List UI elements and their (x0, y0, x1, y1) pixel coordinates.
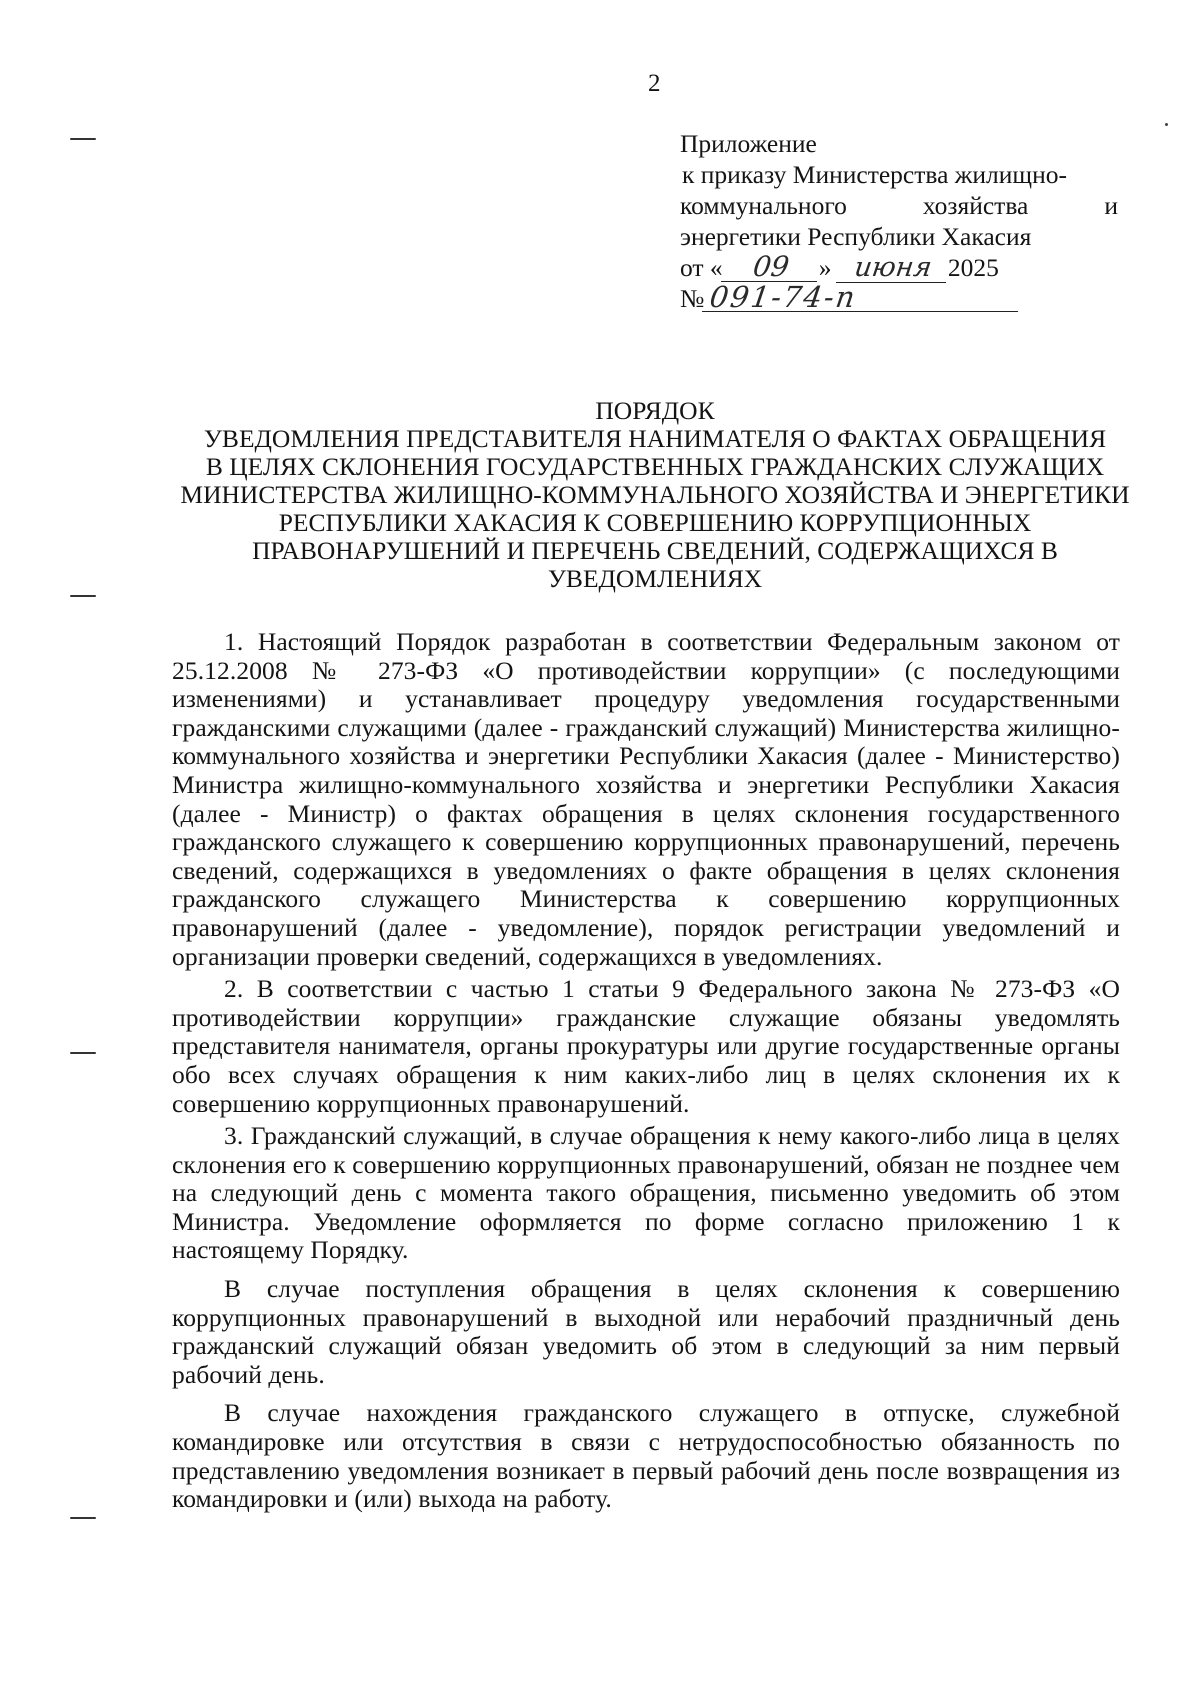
date-year: 2025 (947, 253, 999, 282)
title-line: УВЕДОМЛЕНИЯ ПРЕДСТАВИТЕЛЯ НАНИМАТЕЛЯ О ФАКТАХ ОБРАЩЕНИЯ (203, 424, 1107, 453)
paragraph-2: 2. В соответствии с частью 1 статьи 9 Федерального закона № 273-ФЗ «О противодействии коррупции» гражданские служащие обязаны уведомлять представителя нанимателя, органы прокуратуры или другие государственные органы обо всех случаях обращения к ним каких-либо лиц в целях склонения их к совершению коррупционных правонарушений. (172, 974, 1120, 1118)
title-line: ПРАВОНАРУШЕНИЙ И ПЕРЕЧЕНЬ СВЕДЕНИЙ, СОДЕРЖАЩИХСЯ В (252, 536, 1058, 565)
appendix-order-line: к приказу Министерства жилищно- (682, 160, 1067, 189)
number-prefix: № (680, 284, 705, 313)
scan-dot (1165, 123, 1168, 126)
title-line: ПОРЯДОК (595, 396, 715, 425)
appendix-republic-line: энергетики Республики Хакасия (680, 222, 1032, 251)
appendix-heading: Приложение (680, 129, 817, 158)
handwritten-order-number: 091-74-п (702, 283, 1022, 312)
appendix-ministry-line (680, 190, 1118, 221)
handwritten-day: 09 (721, 253, 821, 282)
paragraph-absence-case: В случае нахождения гражданского служащего в отпуске, служебной командировке или отсутствия в связи с нетрудоспособностью обязанность по представлению уведомления возникает в первый рабочий день после возвращения из командировки и (или) выхода на работу. (172, 1398, 1120, 1514)
date-mid: » (818, 253, 832, 282)
appendix-word: коммунального (680, 191, 847, 220)
title-line: РЕСПУБЛИКИ ХАКАСИЯ К СОВЕРШЕНИЮ КОРРУПЦИОННЫХ (278, 508, 1032, 537)
handwritten-month: июня (836, 254, 950, 283)
title-line: В ЦЕЛЯХ СКЛОНЕНИЯ ГОСУДАРСТВЕННЫХ ГРАЖДАНСКИХ СЛУЖАЩИХ (205, 452, 1105, 481)
appendix-date-line (680, 252, 1118, 283)
paragraph-1: 1. Настоящий Порядок разработан в соответствии Федеральным законом от 25.12.2008 № 273-ФЗ «О противодействии коррупции» (с последующими изменениями) и устанавливает процедуру уведомления государственными гражданскими служащими (далее - гражданский служащий) Министерства жилищно-коммунального хозяйства и энергетики Республики Хакасия (далее - Министерство) Министра жилищно-коммунального хозяйства и энергетики Республики Хакасия (далее - Министр) о фактах обращения в целях склонения государственного гражданского служащего к совершению коррупционных правонарушений, перечень сведений, содержащихся в уведомлениях о факте обращения в целях склонения гражданского служащего Министерства к совершению коррупционных правонарушений (далее - уведомление), порядок регистрации уведомлений и организации проверки сведений, содержащихся в уведомлениях. (172, 627, 1120, 971)
document-body (172, 628, 1120, 1518)
paragraph-3: 3. Гражданский служащий, в случае обращения к нему какого-либо лица в целях склонения его к совершению коррупционных правонарушений, обязан не позднее чем на следующий день с момента такого обращения, письменно уведомить об этом Министра. Уведомление оформляется по форме согласно приложению 1 к настоящему Порядку. (172, 1121, 1120, 1265)
date-prefix: от « (680, 253, 723, 282)
page-number: 2 (648, 70, 661, 97)
title-line: МИНИСТЕРСТВА ЖИЛИЩНО-КОММУНАЛЬНОГО ХОЗЯЙСТВА И ЭНЕРГЕТИКИ (180, 480, 1130, 509)
title-line: УВЕДОМЛЕНИЯХ (547, 564, 763, 593)
appendix-block (680, 128, 1118, 314)
appendix-word: хозяйства (922, 191, 1029, 220)
margin-mark (70, 595, 96, 597)
margin-mark (70, 138, 96, 140)
appendix-word: и (1104, 191, 1118, 220)
document-title (180, 397, 1130, 593)
margin-mark (70, 1052, 96, 1054)
paragraph-weekend-case: В случае поступления обращения в целях склонения к совершению коррупционных правонарушений в выходной или нерабочий праздничный день гражданский служащий обязан уведомить об этом в следующий за ним первый рабочий день. (172, 1274, 1120, 1389)
appendix-number-line (680, 280, 1118, 314)
margin-mark (70, 1517, 96, 1519)
